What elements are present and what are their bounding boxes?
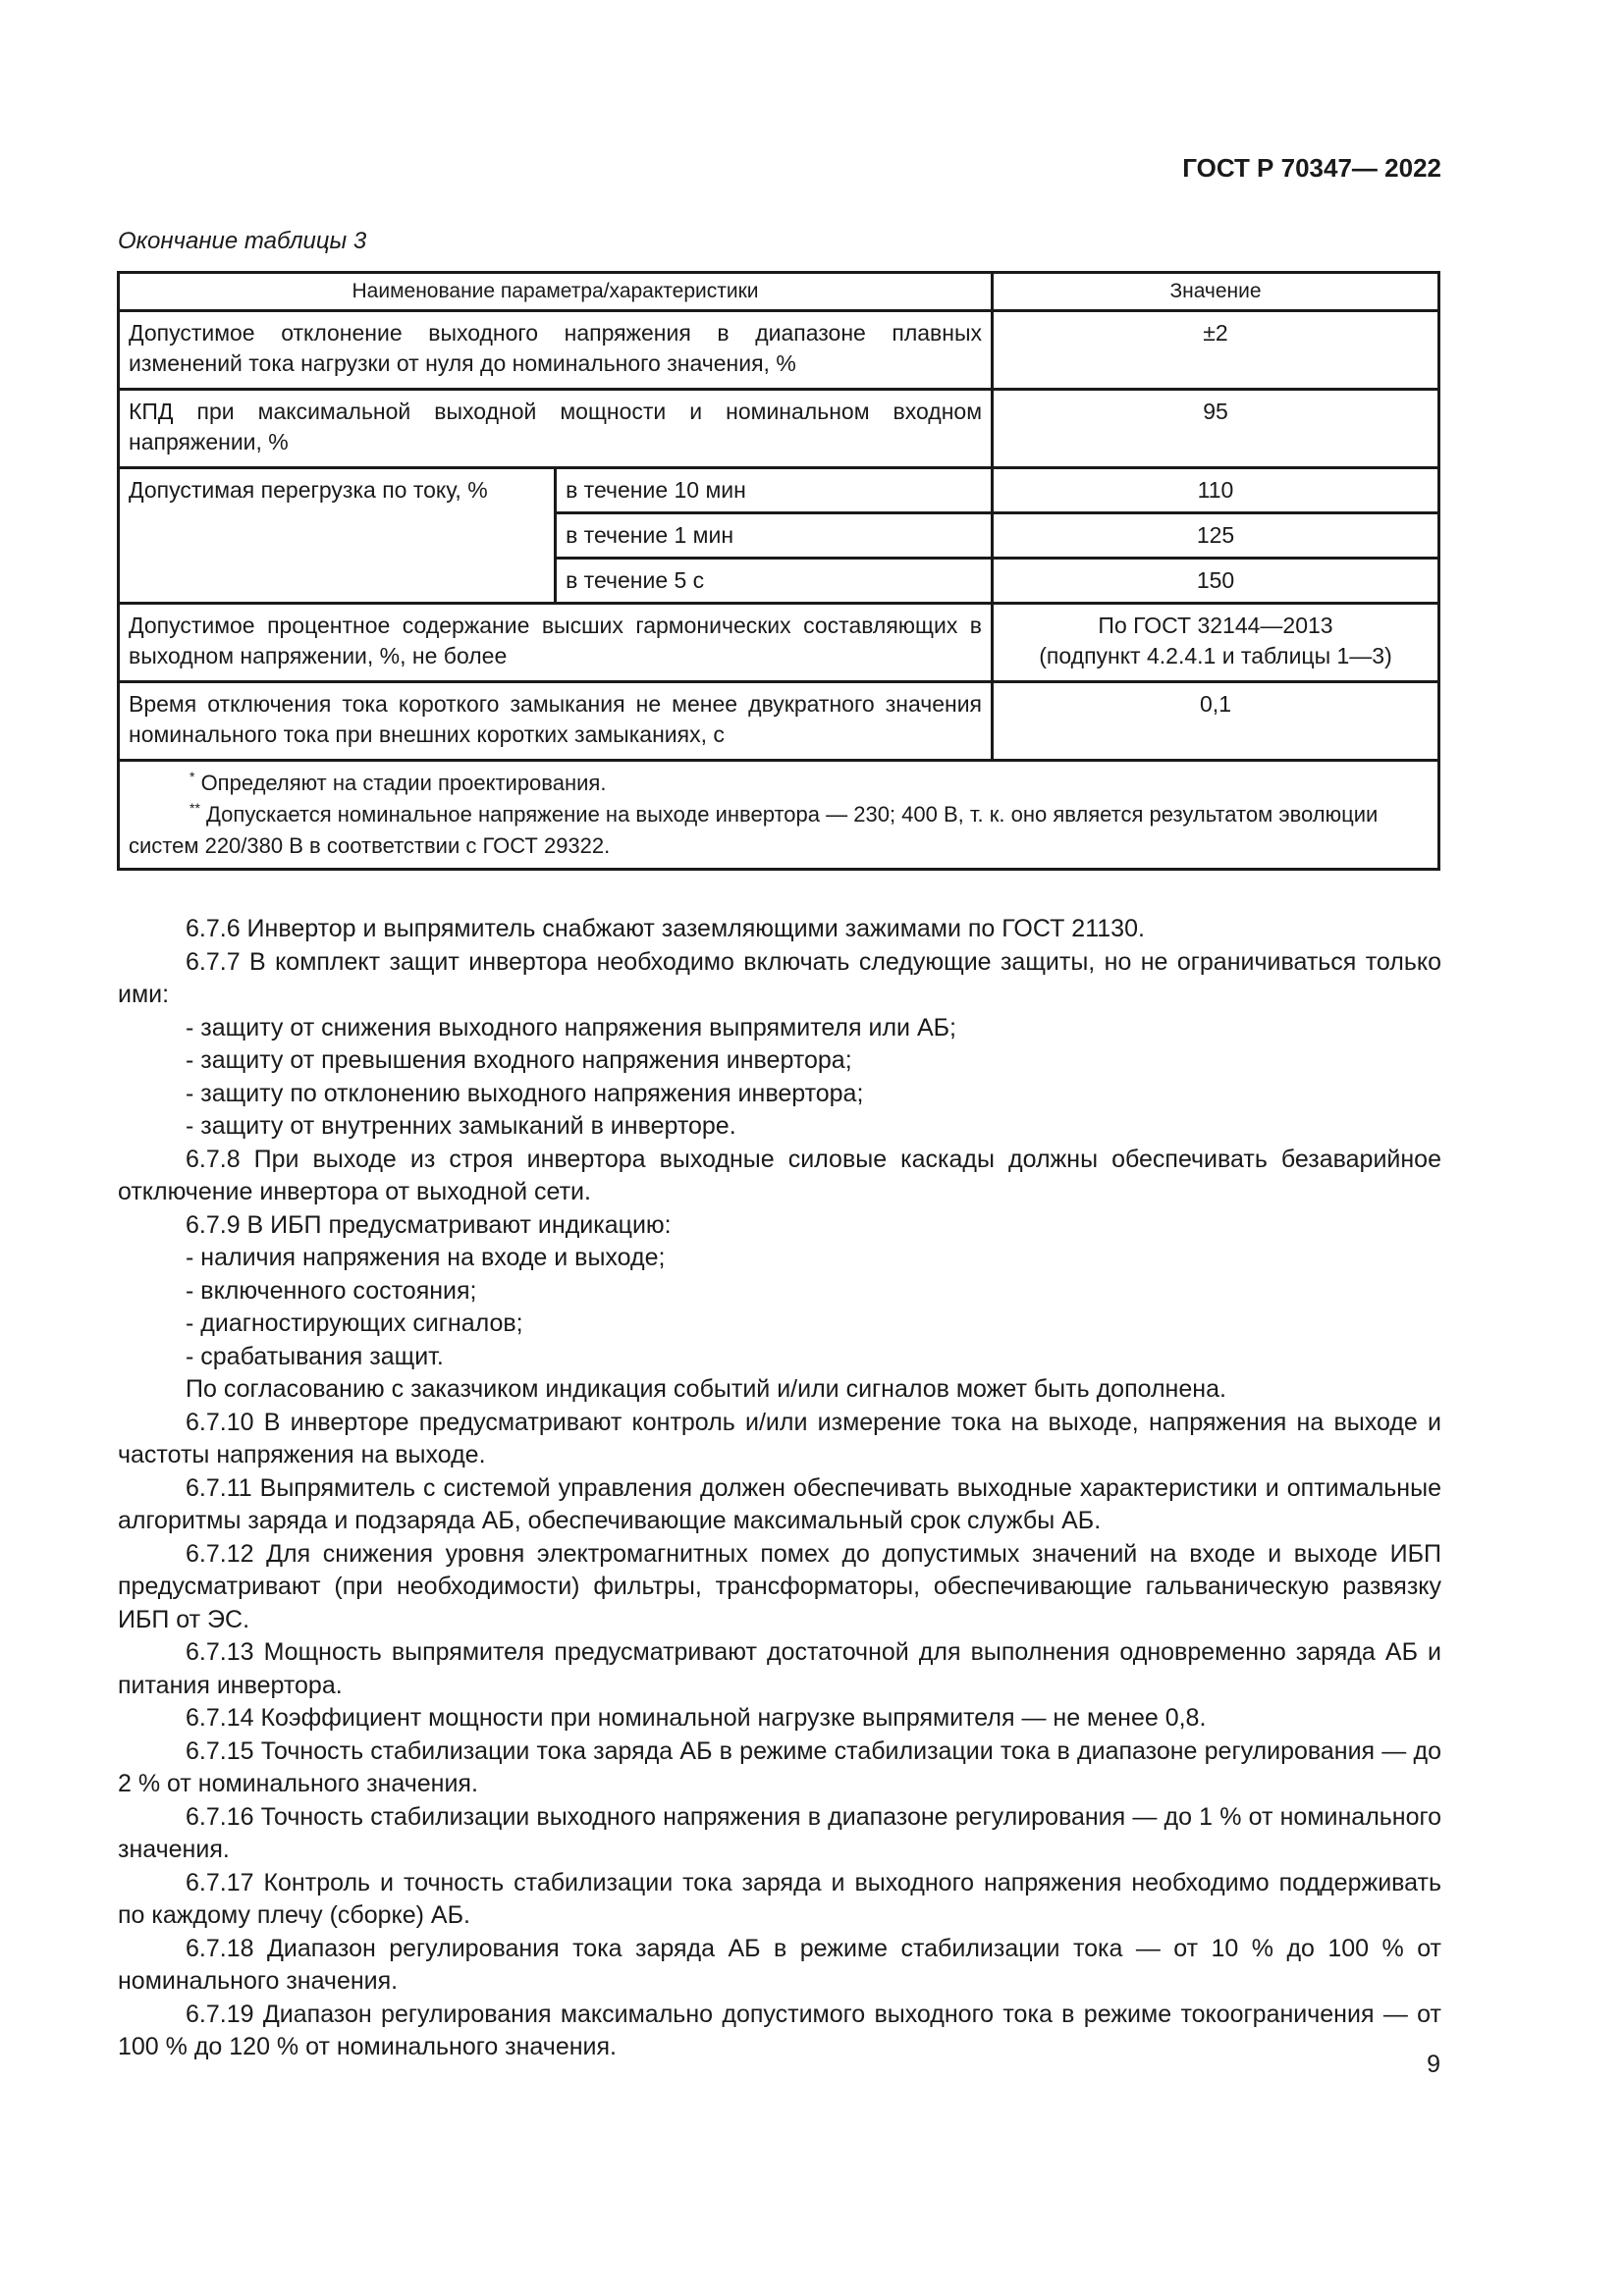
harmonics-standard: По ГОСТ 32144—2013: [1098, 613, 1333, 638]
paragraph-6-7-6: 6.7.6 Инвертор и выпрямитель снабжают заземляющими зажимами по ГОСТ 21130.: [186, 915, 1145, 942]
paragraph-6-7-19: 6.7.19 Диапазон регулирования максимально допустимого выходного тока в режиме токоограничения — от 100 % до 120 % от номинального значения.: [118, 2000, 1441, 2060]
paragraph-6-7-17: 6.7.17 Контроль и точность стабилизации тока заряда и выходного напряжения необходимо поддерживать по каждому плечу (сборке) АБ.: [118, 1868, 1441, 1929]
overload-duration-5s: в течение 5 с: [556, 559, 993, 604]
list-item: - включенного состояния;: [118, 1275, 1441, 1308]
overload-value-5s: 150: [993, 559, 1439, 604]
footnote-mark: *: [189, 769, 195, 784]
row-name-overload: Допустимая перегрузка по току, %: [119, 468, 556, 604]
table-row: [119, 390, 1439, 468]
list-item: - срабатывания защит.: [118, 1341, 1441, 1374]
paragraph-6-7-14: 6.7.14 Коэффициент мощности при номинальной нагрузке выпрямителя — не менее 0,8.: [186, 1704, 1207, 1732]
footnote: ** Допускается номинальное напряжение на выходе инвертора — 230; 400 В, т. к. оно является результатом эволюции систем 220/380 В в соответствии с ГОСТ 29322.: [129, 800, 1379, 858]
footnote-mark: **: [189, 800, 200, 816]
paragraph-6-7-15: 6.7.15 Точность стабилизации тока заряда АБ в режиме стабилизации тока в диапазоне регулирования — до 2 % от номинального значения.: [118, 1736, 1441, 1797]
table-caption: Окончание таблицы 3: [118, 228, 367, 254]
table-row: [119, 604, 1439, 682]
paragraph-6-7-9-tail: По согласованию с заказчиком индикация событий и/или сигналов может быть дополнена.: [186, 1375, 1226, 1403]
body-text: [118, 913, 1441, 2064]
paragraph-6-7-18: 6.7.18 Диапазон регулирования тока заряда АБ в режиме стабилизации тока — от 10 % до 100 % от номинального значения.: [118, 1934, 1441, 1995]
overload-duration-10min: в течение 10 мин: [556, 468, 993, 513]
row-name-short-circuit: Время отключения тока короткого замыкания не менее двукратного значения номинального тока при внешних коротких замыканиях, с: [119, 682, 993, 761]
row-name-harmonics: Допустимое процентное содержание высших гармонических составляющих в выходном напряжении, %, не более: [119, 604, 993, 682]
list-item: - диагностирующих сигналов;: [118, 1308, 1441, 1341]
list-item: - наличия напряжения на входе и выходе;: [118, 1242, 1441, 1275]
list-item: - защиту по отклонению выходного напряжения инвертора;: [118, 1078, 1441, 1111]
row-value-short-circuit: 0,1: [993, 682, 1439, 761]
overload-value-10min: 110: [993, 468, 1439, 513]
paragraph-6-7-9: 6.7.9 В ИБП предусматривают индикацию:: [186, 1210, 672, 1239]
table-row: [119, 468, 1439, 513]
overload-value-1min: 125: [993, 513, 1439, 559]
document-code: ГОСТ Р 70347— 2022: [1182, 153, 1441, 183]
paragraph-6-7-8: 6.7.8 При выходе из строя инвертора выходные силовые каскады должны обеспечивать безаварийное отключение инвертора от выходной сети.: [118, 1145, 1441, 1205]
table-notes: [119, 761, 1439, 870]
paragraph-6-7-11: 6.7.11 Выпрямитель с системой управления должен обеспечивать выходные характеристики и оптимальные алгоритмы заряда и подзаряда АБ, обеспечивающие максимальный срок службы АБ.: [118, 1473, 1441, 1534]
list-item: - защиту от превышения входного напряжения инвертора;: [118, 1044, 1441, 1078]
paragraph-6-7-10: 6.7.10 В инверторе предусматривают контроль и/или измерение тока на выходе, напряжения на выходе и частоты напряжения на выходе.: [118, 1408, 1441, 1468]
list-item: - защиту от внутренних замыканий в инверторе.: [118, 1110, 1441, 1144]
row-value-voltage-deviation: ±2: [993, 311, 1439, 390]
overload-duration-1min: в течение 1 мин: [556, 513, 993, 559]
row-value-efficiency: 95: [993, 390, 1439, 468]
paragraph-6-7-16: 6.7.16 Точность стабилизации выходного напряжения в диапазоне регулирования — до 1 % от номинального значения.: [118, 1802, 1441, 1863]
table-row: [119, 311, 1439, 390]
list-item: - защиту от снижения выходного напряжения выпрямителя или АБ;: [118, 1012, 1441, 1045]
row-value-harmonics: [993, 604, 1439, 682]
row-name-efficiency: КПД при максимальной выходной мощности и номинальном входном напряжении, %: [119, 390, 993, 468]
paragraph-6-7-13: 6.7.13 Мощность выпрямителя предусматривают достаточной для выполнения одновременно заряда АБ и питания инвертора.: [118, 1638, 1441, 1699]
table-header-row: [119, 273, 1439, 311]
page-number: 9: [1427, 2051, 1440, 2078]
column-header-parameter: Наименование параметра/характеристики: [119, 273, 993, 311]
footnote: * Определяют на стадии проектирования.: [189, 769, 607, 795]
table-notes-row: [119, 761, 1439, 870]
parameters-table: [117, 271, 1440, 871]
harmonics-reference: (подпункт 4.2.4.1 и таблицы 1—3): [1039, 643, 1392, 668]
column-header-value: Значение: [993, 273, 1439, 311]
row-name-voltage-deviation: Допустимое отклонение выходного напряжения в диапазоне плавных изменений тока нагрузки от нуля до номинального значения, %: [119, 311, 993, 390]
paragraph-6-7-7: 6.7.7 В комплект защит инвертора необходимо включать следующие защиты, но не ограничиваться только ими:: [118, 947, 1441, 1008]
table-row: [119, 682, 1439, 761]
paragraph-6-7-12: 6.7.12 Для снижения уровня электромагнитных помех до допустимых значений на входе и выходе ИБП предусматривают (при необходимости) фильтры, трансформаторы, обеспечивающие гальваническую развязку ИБП от ЭС.: [118, 1539, 1441, 1633]
